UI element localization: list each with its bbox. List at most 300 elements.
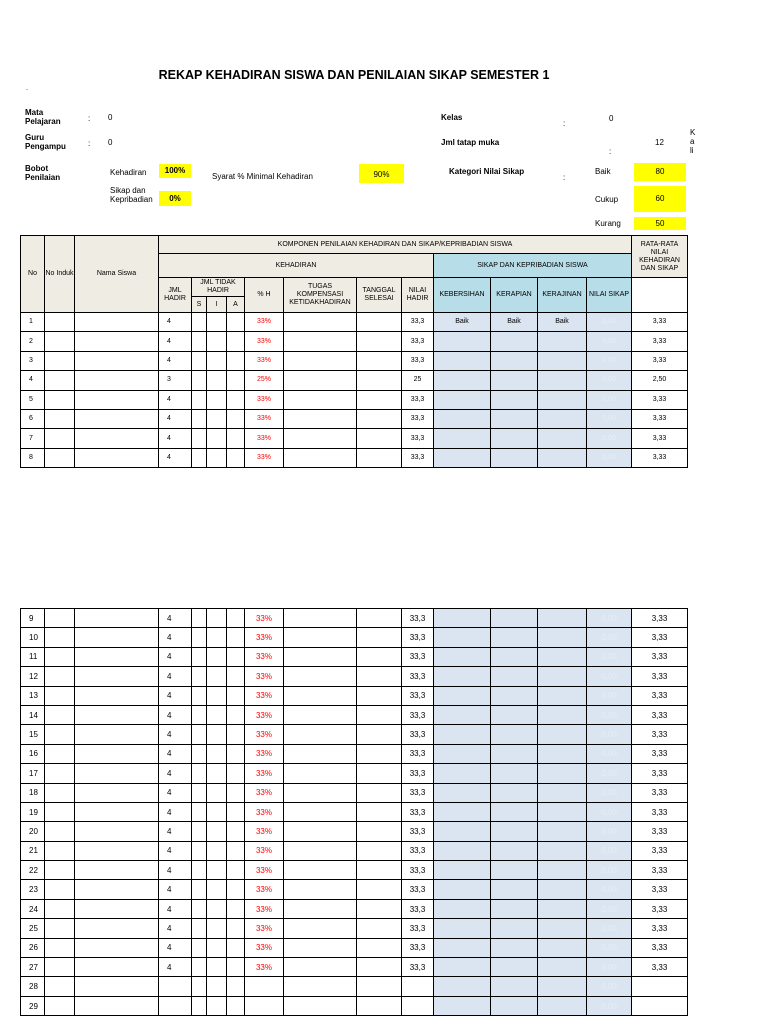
cell-nama [75, 647, 159, 666]
cell-jml-hadir: 4 [159, 351, 192, 370]
cell-no-induk [45, 351, 75, 370]
cell-tanggal [357, 390, 402, 409]
table-row [21, 958, 688, 977]
header-a: A [227, 297, 245, 313]
cell-no: 28 [21, 977, 45, 996]
cell-nilai-hadir: 33,3 [402, 429, 434, 448]
cell-no-induk [45, 686, 75, 705]
cell-no-induk [45, 371, 75, 390]
cell-no-induk [45, 725, 75, 744]
cell-kerapian [491, 880, 538, 899]
cell-no: 29 [21, 996, 45, 1015]
cell-jml-hadir: 4 [159, 313, 192, 332]
cell-a [227, 705, 245, 724]
cell-s [192, 783, 207, 802]
cell-no: 22 [21, 861, 45, 880]
cell-tanggal [357, 783, 402, 802]
cell-nilai-hadir: 33,3 [402, 880, 434, 899]
kategori-kurang-value: 50 [634, 217, 686, 230]
cell-tugas [284, 351, 357, 370]
cell-i [207, 390, 227, 409]
cell-pct-h: 33% [245, 802, 284, 821]
cell-tugas [284, 764, 357, 783]
cell-nilai-sikap: 0,00 [587, 313, 632, 332]
cell-kebersihan [434, 764, 491, 783]
table-row [21, 841, 688, 860]
cell-kebersihan [434, 880, 491, 899]
cell-tanggal [357, 351, 402, 370]
cell-nilai-hadir: 33,3 [402, 958, 434, 977]
cell-kerajinan [538, 371, 587, 390]
cell-i [207, 705, 227, 724]
cell-tanggal [357, 880, 402, 899]
cell-nama [75, 861, 159, 880]
cell-kerapian [491, 332, 538, 351]
cell-nilai-hadir: 33,3 [402, 744, 434, 763]
cell-kerapian [491, 744, 538, 763]
cell-nama [75, 899, 159, 918]
table-row [21, 802, 688, 821]
cell-rata-rata: 3,33 [632, 744, 688, 763]
header-tugas: TUGAS KOMPENSASI KETIDAKHADIRAN [284, 278, 357, 313]
cell-jml-hadir: 4 [159, 609, 192, 628]
cell-tugas [284, 841, 357, 860]
cell-nama [75, 667, 159, 686]
cell-nama [75, 390, 159, 409]
cell-tanggal [357, 938, 402, 957]
cell-a [227, 841, 245, 860]
cell-kerajinan [538, 938, 587, 957]
cell-no: 14 [21, 705, 45, 724]
cell-i [207, 938, 227, 957]
cell-rata-rata: 3,33 [632, 919, 688, 938]
cell-no: 4 [21, 371, 45, 390]
cell-tugas [284, 448, 357, 467]
cell-nilai-hadir: 33,3 [402, 861, 434, 880]
cell-nama [75, 686, 159, 705]
cell-no: 5 [21, 390, 45, 409]
cell-nilai-sikap: 0,00 [587, 609, 632, 628]
cell-a [227, 802, 245, 821]
cell-tanggal [357, 705, 402, 724]
cell-kerajinan [538, 409, 587, 428]
cell-kebersihan [434, 409, 491, 428]
cell-no-induk [45, 667, 75, 686]
cell-rata-rata: 3,33 [632, 667, 688, 686]
cell-s [192, 332, 207, 351]
cell-tanggal [357, 429, 402, 448]
bobot-sikap-label: Sikap dan Kepribadian [110, 186, 153, 204]
table-row [21, 861, 688, 880]
cell-kerapian [491, 958, 538, 977]
cell-kerajinan [538, 429, 587, 448]
cell-nama [75, 705, 159, 724]
cell-nilai-sikap: 0,00 [587, 429, 632, 448]
cell-s [192, 429, 207, 448]
cell-tugas [284, 667, 357, 686]
cell-nilai-hadir: 33,3 [402, 647, 434, 666]
cell-nilai-hadir: 33,3 [402, 609, 434, 628]
cell-kebersihan [434, 705, 491, 724]
stray-mark: ` [26, 90, 28, 96]
cell-kerapian [491, 783, 538, 802]
cell-kerapian [491, 609, 538, 628]
cell-jml-hadir: 4 [159, 448, 192, 467]
cell-nilai-hadir: 33,3 [402, 783, 434, 802]
cell-jml-hadir: 3 [159, 371, 192, 390]
cell-rata-rata: 3,33 [632, 448, 688, 467]
cell-no: 17 [21, 764, 45, 783]
kategori-cukup-value: 60 [634, 186, 686, 212]
cell-jml-hadir: 4 [159, 822, 192, 841]
table-row [21, 938, 688, 957]
cell-pct-h: 33% [245, 705, 284, 724]
cell-rata-rata: 3,33 [632, 686, 688, 705]
cell-jml-hadir: 4 [159, 725, 192, 744]
cell-i [207, 822, 227, 841]
table-row [21, 371, 688, 390]
cell-i [207, 647, 227, 666]
cell-i [207, 448, 227, 467]
cell-pct-h: 33% [245, 390, 284, 409]
cell-s [192, 448, 207, 467]
cell-jml-hadir: 4 [159, 429, 192, 448]
cell-s [192, 958, 207, 977]
cell-no-induk [45, 409, 75, 428]
cell-no-induk [45, 899, 75, 918]
cell-tugas [284, 409, 357, 428]
cell-s [192, 351, 207, 370]
cell-i [207, 919, 227, 938]
cell-nama [75, 409, 159, 428]
cell-jml-hadir: 4 [159, 841, 192, 860]
cell-pct-h: 33% [245, 958, 284, 977]
cell-kerapian [491, 996, 538, 1015]
cell-kerapian [491, 351, 538, 370]
bobot-sikap-value: 0% [159, 191, 191, 206]
cell-kerajinan [538, 332, 587, 351]
cell-jml-hadir: 4 [159, 919, 192, 938]
cell-jml-hadir: 4 [159, 390, 192, 409]
header-nilai-hadir: NILAI HADIR [402, 278, 434, 313]
cell-tugas [284, 332, 357, 351]
kategori-colon: : [563, 173, 566, 182]
cell-i [207, 313, 227, 332]
cell-jml-hadir: 4 [159, 686, 192, 705]
cell-pct-h: 33% [245, 332, 284, 351]
cell-tanggal [357, 409, 402, 428]
cell-kebersihan [434, 899, 491, 918]
cell-a [227, 899, 245, 918]
cell-nilai-hadir: 33,3 [402, 899, 434, 918]
table-row [21, 609, 688, 628]
cell-kerajinan [538, 783, 587, 802]
cell-nilai-sikap: 0,00 [587, 686, 632, 705]
cell-kerapian [491, 822, 538, 841]
cell-nilai-sikap: 0,00 [587, 977, 632, 996]
cell-s [192, 628, 207, 647]
cell-nilai-sikap: 0,00 [587, 958, 632, 977]
kategori-label: Kategori Nilai Sikap [449, 167, 525, 176]
table-row [21, 744, 688, 763]
cell-no: 12 [21, 667, 45, 686]
bobot-kehadiran-value: 100% [159, 164, 191, 178]
cell-no: 23 [21, 880, 45, 899]
cell-no: 16 [21, 744, 45, 763]
cell-nilai-hadir: 25 [402, 371, 434, 390]
cell-i [207, 725, 227, 744]
cell-jml-hadir: 4 [159, 409, 192, 428]
cell-no: 1 [21, 313, 45, 332]
guru-value: 0 [108, 138, 113, 147]
cell-s [192, 371, 207, 390]
bobot-label: Bobot Penilaian [25, 164, 61, 182]
cell-nilai-hadir: 33,3 [402, 938, 434, 957]
cell-kerajinan [538, 841, 587, 860]
cell-kerapian [491, 841, 538, 860]
cell-a [227, 628, 245, 647]
cell-nilai-hadir: 33,3 [402, 764, 434, 783]
header-jml-tidak-hadir: JML TIDAK HADIR [192, 278, 245, 297]
cell-pct-h: 33% [245, 686, 284, 705]
cell-s [192, 744, 207, 763]
header-s: S [192, 297, 207, 313]
cell-i [207, 802, 227, 821]
cell-i [207, 996, 227, 1015]
cell-no-induk [45, 861, 75, 880]
cell-pct-h [245, 996, 284, 1015]
cell-nilai-sikap: 0,00 [587, 371, 632, 390]
cell-nilai-sikap: 0,00 [587, 880, 632, 899]
cell-no-induk [45, 332, 75, 351]
cell-i [207, 667, 227, 686]
cell-a [227, 409, 245, 428]
cell-i [207, 880, 227, 899]
cell-tanggal [357, 371, 402, 390]
cell-pct-h: 33% [245, 919, 284, 938]
cell-rata-rata: 3,33 [632, 429, 688, 448]
cell-nama [75, 351, 159, 370]
cell-pct-h: 33% [245, 938, 284, 957]
mapel-value: 0 [108, 113, 113, 122]
cell-s [192, 802, 207, 821]
cell-no: 25 [21, 919, 45, 938]
cell-jml-hadir: 4 [159, 802, 192, 821]
cell-jml-hadir: 4 [159, 647, 192, 666]
cell-tugas [284, 705, 357, 724]
cell-i [207, 744, 227, 763]
table-row [21, 977, 688, 996]
cell-nilai-hadir: 33,3 [402, 628, 434, 647]
cell-kerapian [491, 429, 538, 448]
cell-nilai-hadir: 33,3 [402, 919, 434, 938]
cell-tugas [284, 390, 357, 409]
cell-kebersihan [434, 371, 491, 390]
cell-rata-rata: 3,33 [632, 351, 688, 370]
cell-nilai-sikap: 0,00 [587, 996, 632, 1015]
cell-nilai-hadir: 33,3 [402, 667, 434, 686]
cell-rata-rata: 3,33 [632, 938, 688, 957]
cell-kebersihan [434, 448, 491, 467]
cell-tugas [284, 802, 357, 821]
cell-kebersihan [434, 429, 491, 448]
cell-tugas [284, 977, 357, 996]
table-row [21, 409, 688, 428]
cell-kebersihan [434, 919, 491, 938]
table-row [21, 313, 688, 332]
cell-pct-h: 33% [245, 667, 284, 686]
cell-kebersihan [434, 725, 491, 744]
cell-jml-hadir: 4 [159, 880, 192, 899]
cell-kerajinan [538, 919, 587, 938]
tatap-label: Jml tatap muka [441, 138, 500, 147]
cell-no: 20 [21, 822, 45, 841]
cell-tugas [284, 371, 357, 390]
cell-kerajinan [538, 628, 587, 647]
cell-kerapian [491, 647, 538, 666]
cell-kerapian [491, 764, 538, 783]
cell-no-induk [45, 938, 75, 957]
cell-a [227, 351, 245, 370]
cell-tanggal [357, 332, 402, 351]
cell-nilai-sikap: 0,00 [587, 628, 632, 647]
header-no-induk: No Induk [45, 236, 75, 313]
cell-pct-h: 33% [245, 899, 284, 918]
cell-i [207, 958, 227, 977]
cell-tugas [284, 919, 357, 938]
cell-a [227, 919, 245, 938]
cell-jml-hadir: 4 [159, 938, 192, 957]
cell-rata-rata: 3,33 [632, 628, 688, 647]
cell-nama [75, 313, 159, 332]
cell-kerajinan [538, 647, 587, 666]
cell-nilai-sikap: 0,00 [587, 899, 632, 918]
rekap-table-continued [20, 608, 688, 1016]
cell-kebersihan [434, 958, 491, 977]
cell-i [207, 686, 227, 705]
cell-jml-hadir: 4 [159, 744, 192, 763]
cell-kerajinan [538, 609, 587, 628]
cell-pct-h: 33% [245, 725, 284, 744]
cell-kerajinan [538, 725, 587, 744]
cell-a [227, 609, 245, 628]
cell-no: 19 [21, 802, 45, 821]
cell-nilai-hadir: 33,3 [402, 448, 434, 467]
cell-nilai-sikap: 0,00 [587, 764, 632, 783]
cell-kerapian [491, 409, 538, 428]
cell-nilai-sikap: 0,00 [587, 861, 632, 880]
header-kerajinan: KERAJINAN [538, 278, 587, 313]
cell-nilai-sikap: 0,00 [587, 448, 632, 467]
cell-kerajinan [538, 448, 587, 467]
cell-nilai-sikap: 0,00 [587, 647, 632, 666]
kelas-label: Kelas [441, 113, 463, 122]
header-nilai-sikap: NILAI SIKAP [587, 278, 632, 313]
cell-i [207, 841, 227, 860]
cell-nilai-sikap: 0,00 [587, 390, 632, 409]
cell-no: 2 [21, 332, 45, 351]
cell-nilai-sikap: 0,00 [587, 802, 632, 821]
cell-nilai-hadir: 33,3 [402, 802, 434, 821]
cell-no-induk [45, 609, 75, 628]
cell-kerapian [491, 899, 538, 918]
cell-no-induk [45, 802, 75, 821]
cell-a [227, 429, 245, 448]
header-rata-rata: RATA-RATA NILAI KEHADIRAN DAN SIKAP [632, 236, 688, 278]
cell-pct-h: 33% [245, 861, 284, 880]
cell-kebersihan [434, 996, 491, 1015]
cell-nama [75, 977, 159, 996]
syarat-label: Syarat % Minimal Kehadiran [212, 172, 313, 181]
cell-a [227, 371, 245, 390]
cell-no-induk [45, 822, 75, 841]
table-row [21, 880, 688, 899]
cell-no-induk [45, 880, 75, 899]
cell-nama [75, 919, 159, 938]
cell-nama [75, 880, 159, 899]
cell-kebersihan [434, 783, 491, 802]
cell-no: 7 [21, 429, 45, 448]
cell-nilai-sikap: 0,00 [587, 351, 632, 370]
cell-i [207, 977, 227, 996]
cell-tugas [284, 725, 357, 744]
cell-no: 24 [21, 899, 45, 918]
cell-nama [75, 938, 159, 957]
rekap-table [20, 235, 688, 468]
cell-rata-rata [632, 996, 688, 1015]
kategori-baik-value: 80 [634, 163, 686, 181]
cell-kerapian [491, 448, 538, 467]
cell-tugas [284, 628, 357, 647]
cell-kebersihan [434, 351, 491, 370]
cell-kerajinan [538, 822, 587, 841]
tatap-value: 12 [655, 138, 664, 147]
cell-tugas [284, 744, 357, 763]
cell-rata-rata: 3,33 [632, 802, 688, 821]
cell-i [207, 429, 227, 448]
cell-kerajinan [538, 802, 587, 821]
cell-jml-hadir: 4 [159, 628, 192, 647]
cell-no: 6 [21, 409, 45, 428]
cell-kerapian [491, 919, 538, 938]
cell-rata-rata: 3,33 [632, 609, 688, 628]
cell-kerajinan [538, 390, 587, 409]
cell-nilai-hadir: 33,3 [402, 409, 434, 428]
header-pct-h: % H [245, 278, 284, 313]
cell-nilai-hadir: 33,3 [402, 725, 434, 744]
cell-kerajinan [538, 996, 587, 1015]
cell-pct-h [245, 977, 284, 996]
cell-jml-hadir: 4 [159, 667, 192, 686]
cell-a [227, 313, 245, 332]
cell-nilai-hadir: 33,3 [402, 351, 434, 370]
cell-tanggal [357, 628, 402, 647]
cell-nilai-sikap: 0,00 [587, 332, 632, 351]
cell-no-induk [45, 764, 75, 783]
cell-i [207, 899, 227, 918]
cell-nama [75, 628, 159, 647]
cell-pct-h: 33% [245, 764, 284, 783]
cell-tanggal [357, 725, 402, 744]
cell-kerapian [491, 861, 538, 880]
mapel-label: Mata Pelajaran [25, 108, 61, 126]
cell-no-induk [45, 977, 75, 996]
header-no: No [21, 236, 45, 313]
cell-kerapian [491, 390, 538, 409]
cell-no: 13 [21, 686, 45, 705]
cell-nama [75, 332, 159, 351]
cell-tanggal [357, 899, 402, 918]
